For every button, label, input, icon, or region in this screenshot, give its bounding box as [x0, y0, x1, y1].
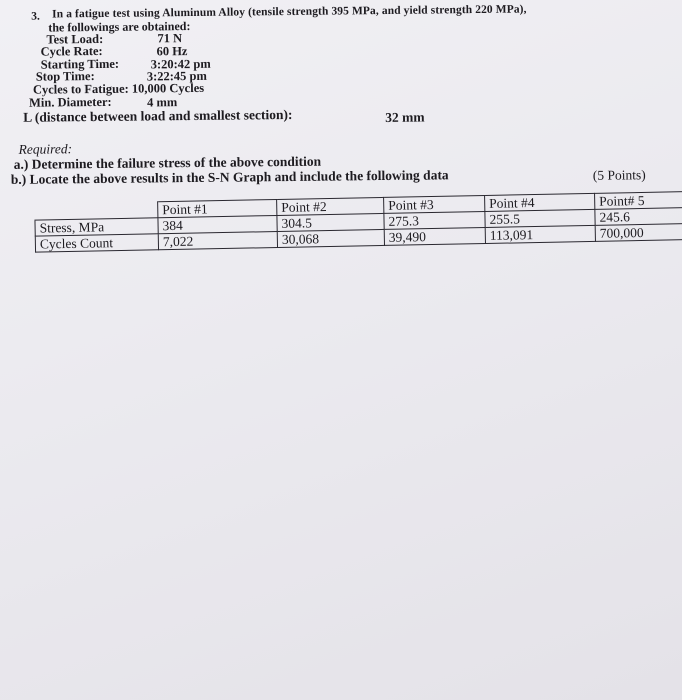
min-diameter-label: Min. Diameter:	[29, 94, 112, 110]
distance-label: L (distance between load and smallest section):	[23, 106, 293, 125]
question-number: 3.	[31, 10, 40, 23]
test-load-value: 71 N	[157, 31, 183, 46]
stop-time-label: Stop Time:	[35, 69, 95, 84]
stop-time-value: 3:22:45 pm	[146, 68, 207, 84]
row-label-stress: Stress, MPa	[35, 218, 158, 236]
question-text-line2: the followings are obtained:	[48, 19, 191, 35]
cycles-point-2: 30,068	[277, 229, 384, 247]
required-item-b: b.) Locate the above results in the S-N Graph and include the following data	[10, 167, 449, 187]
min-diameter-value: 4 mm	[147, 95, 178, 110]
stress-point-4: 255.5	[485, 209, 595, 227]
stress-point-1: 384	[158, 215, 277, 233]
question-text-line1: In a fatigue test using Aluminum Alloy (tensile strength 395 MPa, and yield strength 220 MPa),	[52, 3, 527, 21]
required-heading: Required:	[18, 141, 73, 157]
cycle-rate-label: Cycle Rate:	[40, 43, 103, 59]
header-point-5: Point# 5	[595, 192, 682, 210]
starting-time-label: Starting Time:	[40, 56, 120, 72]
starting-time-value: 3:20:42 pm	[150, 56, 211, 72]
points-label: (5 Points)	[592, 167, 646, 183]
header-point-1: Point #1	[158, 199, 277, 217]
header-point-3: Point #3	[384, 196, 485, 214]
header-point-4: Point #4	[485, 193, 595, 211]
stress-point-5: 245.6	[595, 208, 682, 226]
cycle-rate-value: 60 Hz	[156, 44, 188, 59]
header-point-2: Point #2	[277, 197, 384, 215]
distance-value: 32 mm	[385, 109, 425, 125]
stress-point-2: 304.5	[277, 213, 384, 231]
sn-data-table	[34, 191, 682, 252]
cycles-to-fatigue-label: Cycles to Fatigue: 10,000 Cycles	[32, 80, 205, 97]
row-label-cycles: Cycles Count	[35, 234, 158, 252]
stress-point-3: 275.3	[384, 212, 485, 230]
cycles-point-1: 7,022	[158, 231, 277, 249]
cycles-point-5: 700,000	[595, 224, 682, 242]
test-load-label: Test Load:	[46, 31, 104, 47]
required-item-a: a.) Determine the failure stress of the above condition	[13, 153, 322, 172]
cycles-point-4: 113,091	[485, 225, 595, 243]
cycles-point-3: 39,490	[384, 227, 485, 245]
